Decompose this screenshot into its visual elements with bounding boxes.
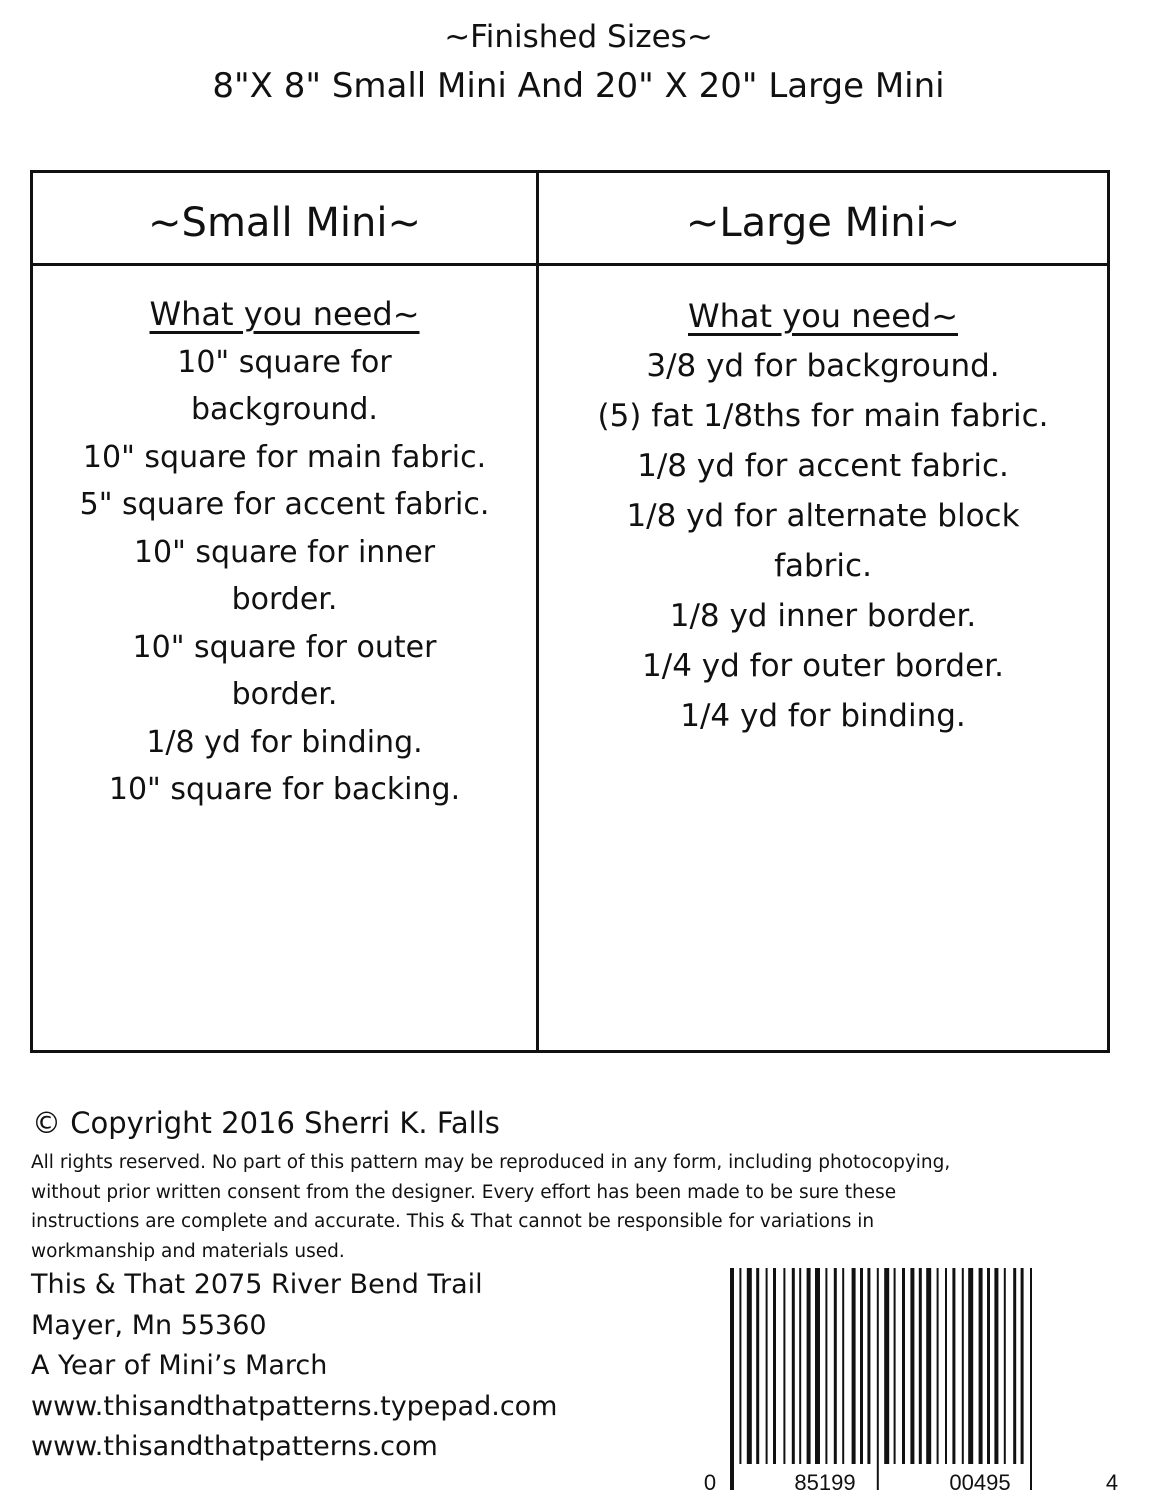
barcode-bar: [937, 1268, 939, 1464]
rights-line: workmanship and materials used.: [31, 1240, 345, 1262]
copyright-notice: © Copyright 2016 Sherri K. Falls: [32, 1106, 500, 1140]
barcode-bar: [867, 1268, 870, 1464]
barcode-bar: [766, 1268, 768, 1464]
rights-line: instructions are complete and accurate. This & That cannot be responsible for variations in: [31, 1211, 875, 1232]
rights-line: All rights reserved. No part of this pattern may be reproduced in any form, including photocopying,: [31, 1152, 951, 1173]
barcode-bar: [926, 1268, 931, 1464]
barcode-digit: 00495: [949, 1470, 1011, 1495]
large-mini-heading: ~Large Mini~: [685, 200, 961, 246]
barcode-bar: [730, 1268, 734, 1490]
barcode-bar: [962, 1268, 964, 1464]
list-item: 10" square for inner: [133, 534, 436, 570]
rights-statement: [31, 1148, 1141, 1266]
barcode-bar: [807, 1268, 811, 1464]
barcode-bar: [968, 1268, 973, 1464]
barcode-bar: [952, 1268, 955, 1464]
finished-sizes-header: [0, 14, 1157, 112]
website-link[interactable]: www.thisandthatpatterns.com: [31, 1431, 438, 1462]
website-link[interactable]: www.thisandthatpatterns.typepad.com: [31, 1390, 558, 1422]
barcode-bar: [860, 1268, 863, 1464]
address-line: Mayer, Mn 55360: [31, 1309, 267, 1341]
barcode-bar: [1004, 1268, 1006, 1464]
address-line: This & That 2075 River Bend Trail: [31, 1269, 483, 1300]
materials-table: [30, 170, 1110, 1053]
barcode-bar: [919, 1268, 922, 1464]
barcode-bar: [945, 1268, 947, 1464]
barcode-bar: [1030, 1268, 1032, 1490]
barcode-bar: [1013, 1268, 1016, 1464]
small-mini-need-label: What you need~: [149, 295, 420, 333]
barcode-digit: 4: [1105, 1470, 1119, 1495]
rights-line: without prior written consent from the designer. Every effort has been made to be sure these: [31, 1181, 897, 1203]
list-item: 1/4 yd for binding.: [680, 698, 966, 734]
barcode-bar: [815, 1268, 820, 1464]
barcode-bar: [852, 1268, 856, 1464]
list-item: border.: [231, 677, 338, 712]
barcode-bar: [792, 1268, 795, 1464]
barcode-bar: [747, 1268, 752, 1464]
list-item: 1/8 yd for alternate block: [626, 498, 1020, 534]
list-item: 1/8 yd inner border.: [669, 598, 977, 634]
finished-sizes-title: ~Finished Sizes~: [444, 19, 713, 55]
list-item: 10" square for backing.: [108, 772, 461, 807]
list-item: background.: [191, 392, 378, 427]
list-item: border.: [231, 582, 338, 617]
large-mini-list: [539, 291, 1107, 741]
list-item: 10" square for main fabric.: [82, 439, 487, 475]
small-mini-heading: ~Small Mini~: [148, 200, 421, 246]
header-divider: [33, 263, 1107, 266]
barcode-bar: [979, 1268, 983, 1464]
barcode-bar: [842, 1268, 844, 1464]
large-mini-need-label: What you need~: [688, 297, 958, 335]
barcode-bar: [834, 1268, 837, 1464]
address-line: A Year of Mini’s March: [31, 1350, 328, 1381]
barcode-bar: [1021, 1268, 1024, 1464]
barcode-bar: [994, 1268, 998, 1464]
barcode-bar: [877, 1268, 879, 1490]
barcode-bar: [825, 1268, 827, 1464]
publisher-address: [31, 1265, 558, 1468]
barcode-bar: [894, 1268, 896, 1464]
small-mini-list: [33, 291, 536, 814]
barcode-digit: 85199: [794, 1470, 856, 1495]
barcode-bar: [799, 1268, 801, 1464]
finished-sizes-dimensions: 8"X 8" Small Mini And 20" X 20" Large Mini: [212, 66, 945, 106]
list-item: 5" square for accent fabric.: [79, 487, 490, 522]
list-item: 1/4 yd for outer border.: [642, 648, 1004, 684]
barcode-bar: [884, 1268, 889, 1464]
list-item: 10" square for: [177, 344, 392, 380]
list-item: 10" square for outer: [132, 629, 437, 665]
list-item: fabric.: [774, 548, 872, 584]
barcode-bar: [910, 1268, 914, 1464]
barcode-icon: [700, 1262, 1130, 1498]
list-item: 3/8 yd for background.: [646, 348, 1000, 384]
barcode-bar: [773, 1268, 776, 1464]
list-item: 1/8 yd for binding.: [146, 724, 423, 760]
list-item: 1/8 yd for accent fabric.: [637, 448, 1009, 484]
barcode-bar: [902, 1268, 905, 1464]
barcode-bar: [756, 1268, 759, 1464]
list-item: (5) fat 1/8ths for main fabric.: [597, 398, 1049, 434]
barcode-digit: 0: [703, 1470, 717, 1495]
barcode-bar: [987, 1268, 990, 1464]
barcode-bar: [739, 1268, 741, 1464]
barcode-bar: [783, 1268, 785, 1464]
